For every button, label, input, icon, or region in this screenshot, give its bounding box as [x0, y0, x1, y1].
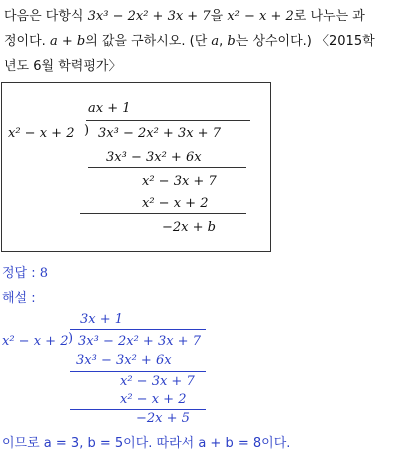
solution-divisor: x² − x + 2 — [2, 334, 69, 349]
solution-subtract-1: 3x³ − 3x² + 6x — [76, 353, 172, 368]
solution-paren: ) — [68, 331, 74, 346]
problem-statement — [4, 4, 396, 79]
dividend-expression: 3x³ − 2x² + 3x + 7 — [87, 9, 211, 24]
division-box — [1, 82, 271, 252]
solution-final-remainder: −2x + 5 — [136, 411, 190, 426]
problem-text: 는 상수이다.) 〈2015학 — [235, 34, 375, 49]
problem-text: , — [219, 34, 228, 49]
solution-label: 해설 : — [2, 291, 36, 306]
problem-line-1 — [4, 4, 396, 29]
solution-dividend: 3x³ − 2x² + 3x + 7 — [78, 334, 201, 349]
sum-expression: a + b — [49, 34, 86, 49]
problem-text: 정이다. — [4, 34, 50, 49]
solution-conclusion: 이므로 a = 3, b = 5이다. 따라서 a + b = 8이다. — [2, 436, 291, 451]
subtract-line-2: x² − x + 2 — [142, 196, 209, 211]
solution-rule-2 — [70, 409, 206, 410]
divisor-expression: x² − x + 2 — [227, 9, 294, 24]
divisor: x² − x + 2 — [8, 126, 75, 141]
problem-text: 다음은 다항식 — [4, 9, 88, 24]
variable-a: a — [211, 34, 220, 49]
problem-text: 로 나누는 과 — [293, 9, 365, 24]
subtract-rule-2 — [80, 213, 246, 214]
subtract-rule-1 — [88, 167, 246, 168]
solution-rule-1 — [70, 371, 206, 372]
division-paren: ) — [84, 123, 90, 138]
solution-subtract-2: x² − x + 2 — [120, 392, 187, 407]
variable-b: b — [227, 34, 236, 49]
problem-line-2 — [4, 29, 396, 54]
remainder-line-1: x² − 3x + 7 — [142, 174, 217, 189]
final-remainder: −2x + b — [162, 220, 216, 235]
solution-remainder-1: x² − 3x + 7 — [120, 374, 195, 389]
dividend: 3x³ − 2x² + 3x + 7 — [98, 126, 221, 141]
problem-text: 의 값을 구하시오. (단 — [85, 34, 212, 49]
answer-label: 정답 : — [2, 266, 40, 281]
answer-value: 8 — [39, 266, 49, 281]
subtract-line-1: 3x³ − 3x² + 6x — [106, 150, 202, 165]
problem-line-3: 년도 6월 학력평가〉 — [4, 59, 122, 74]
solution-division-bar — [70, 329, 206, 330]
answer-row — [2, 262, 48, 281]
problem-text: 을 — [210, 9, 228, 24]
quotient: ax + 1 — [88, 101, 131, 116]
solution-quotient: 3x + 1 — [80, 312, 124, 327]
division-bar — [86, 120, 250, 121]
